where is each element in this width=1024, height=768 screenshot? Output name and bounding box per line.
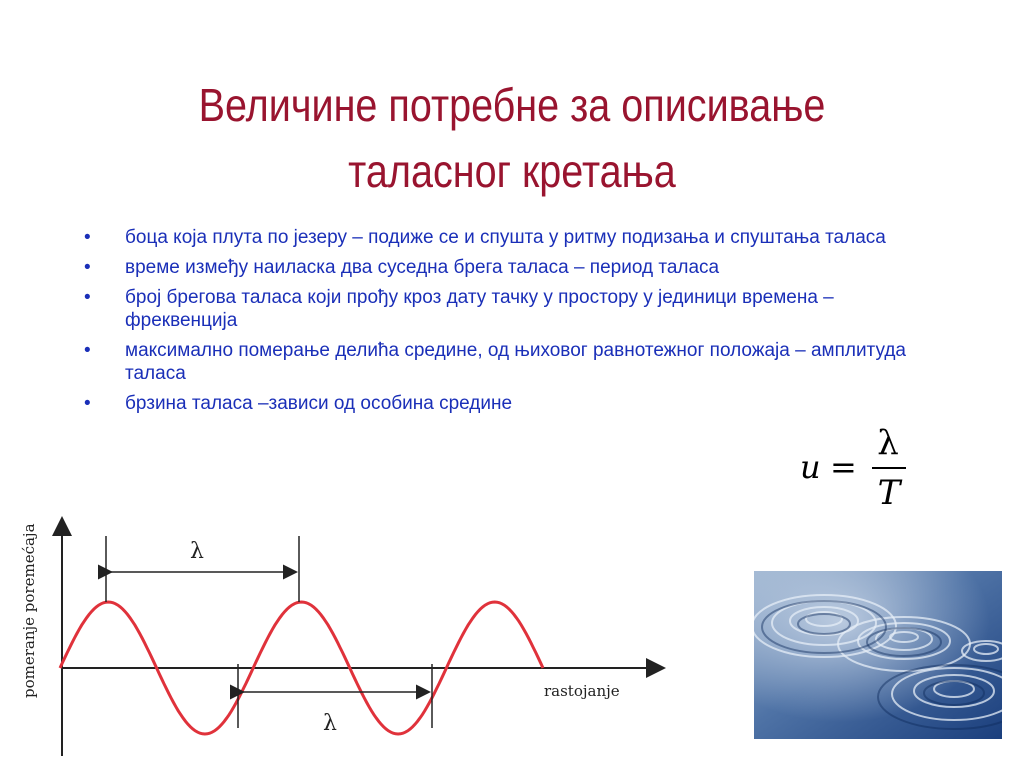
- bullet-dot-icon: •: [84, 393, 91, 414]
- formula-denominator: T: [877, 473, 901, 513]
- bullet-item: [84, 286, 934, 332]
- water-ripples-photo: [754, 571, 1002, 739]
- bullet-text: број брегова таласа који прођу кроз дату тачку у простору у јединици времена – фреквенција: [125, 287, 834, 331]
- bullet-text: брзина таласа –зависи од особина средине: [125, 393, 513, 414]
- bullet-list: [84, 226, 934, 422]
- bullet-dot-icon: •: [84, 257, 91, 278]
- y-axis-label: pomeranje poremećaja: [20, 523, 38, 698]
- bottom-lambda-label: λ: [323, 711, 337, 736]
- formula-equals: =: [830, 448, 857, 486]
- slide-title: [123, 72, 900, 204]
- bullet-text: максимално померање делића средине, од њиховог равнотежног положаја – амплитуда таласа: [125, 340, 906, 384]
- formula-lhs: u: [800, 448, 821, 486]
- bullet-dot-icon: •: [84, 340, 91, 361]
- wave-diagram: [0, 494, 680, 768]
- top-lambda-label: λ: [190, 539, 204, 564]
- bullet-dot-icon: •: [84, 227, 91, 248]
- bullet-text: боца која плута по језеру – подиже се и спушта у ритму подизања и спуштања таласа: [125, 227, 886, 248]
- bullet-item: [84, 339, 934, 385]
- slide-title-line-2: таласног кретања: [348, 145, 676, 197]
- x-axis-label: rastojanje: [544, 682, 620, 700]
- bullet-dot-icon: •: [84, 287, 91, 308]
- bullet-item: [84, 392, 934, 415]
- slide-title-line-1: Величине потребне за описивање: [198, 79, 826, 131]
- bullet-item: [84, 226, 934, 249]
- bullet-item: [84, 256, 934, 279]
- bullet-text: време између наиласка два суседна брега таласа – период таласа: [125, 257, 720, 278]
- wave-speed-formula: [790, 420, 920, 520]
- formula-numerator: λ: [877, 423, 899, 463]
